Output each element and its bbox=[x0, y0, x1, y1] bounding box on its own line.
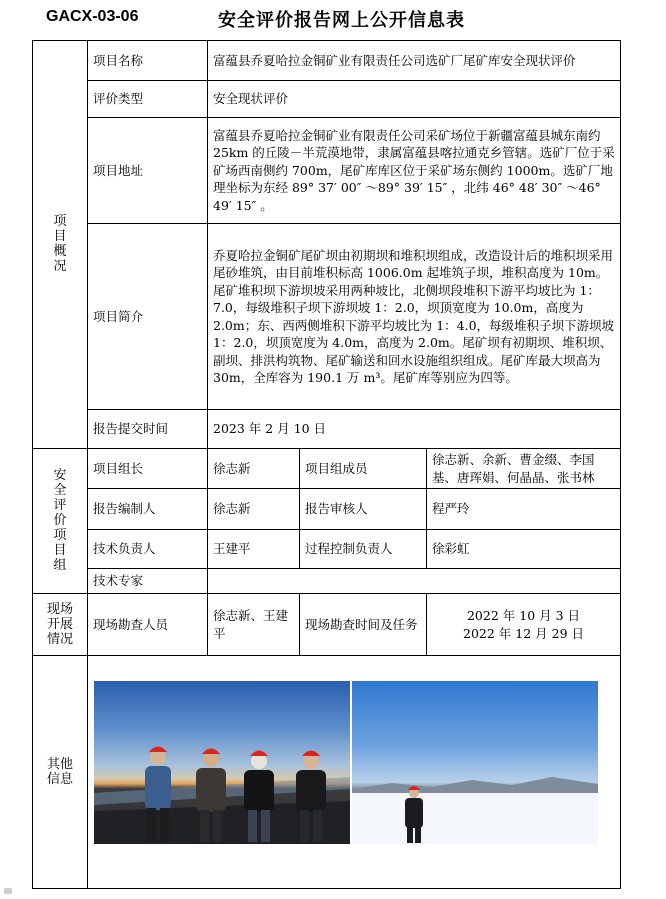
author-label: 报告编制人 bbox=[88, 489, 208, 530]
section-site bbox=[33, 594, 88, 656]
process-ctrl-value: 徐彩虹 bbox=[427, 530, 621, 569]
section-other-label: 其他信息 bbox=[46, 756, 73, 787]
reviewer-label: 报告审核人 bbox=[300, 489, 427, 530]
survey-time-value bbox=[427, 594, 621, 656]
expert-value bbox=[208, 569, 621, 594]
expert-label: 技术专家 bbox=[88, 569, 208, 594]
members-label: 项目组成员 bbox=[300, 449, 427, 489]
form-code: GACX-03-06 bbox=[46, 8, 139, 25]
section-other bbox=[33, 656, 88, 889]
reviewer-value: 程严玲 bbox=[427, 489, 621, 530]
site-photo-snowfield bbox=[352, 681, 598, 844]
author-value: 徐志新 bbox=[208, 489, 300, 530]
section-site-label: 现场开展情况 bbox=[46, 601, 73, 647]
leader-label: 项目组长 bbox=[88, 449, 208, 489]
page-title: 安全评价报告网上公开信息表 bbox=[218, 10, 465, 31]
eval-type-label: 评价类型 bbox=[88, 81, 208, 118]
survey-time-label: 现场勘查时间及任务 bbox=[300, 594, 427, 656]
intro-label: 项目简介 bbox=[88, 224, 208, 410]
section-team-label: 安全评价项目组 bbox=[53, 468, 67, 574]
project-name-value: 富蕴县乔夏哈拉金铜矿业有限责任公司选矿厂尾矿库安全现状评价 bbox=[208, 41, 621, 81]
section-team bbox=[33, 449, 88, 594]
section-overview bbox=[33, 41, 88, 449]
members-value: 徐志新、余新、曹金缀、李国基、唐珲娟、何晶晶、张书林 bbox=[427, 449, 621, 489]
site-photo-group bbox=[94, 681, 350, 844]
intro-value: 乔夏哈拉金铜矿尾矿坝由初期坝和堆积坝组成，改造设计后的堆积坝采用尾砂堆筑，由目前堆积标高 1006.0m 起堆筑子坝，堆积高度为 10m。尾矿堆积坝下游坝坡采用两种坡比，北侧坝段堆积下游平均坡比为 1：7.0，每级堆积子坝下游坝坡 1：2.0，坝顶宽度为 10.0m，高度为 2.0m；东、西两侧堆积下游平均坡比为 1：4.0，每级堆积子坝下游坝坡 1：2.0，坝顶宽度为 4.0m，高度为 2.0m。尾矿坝有初期坝、堆积坝、副坝、排洪构筑物、尾矿输送和回水设施组织组成。尾矿库最大坝高为 30m，全库容为 190.1 万 m³。尾矿库等别应为四等。 bbox=[208, 224, 621, 410]
survey-time-1: 2022 年 10 月 3 日 bbox=[466, 608, 581, 623]
leader-value: 徐志新 bbox=[208, 449, 300, 489]
survey-time-2: 2022 年 12 月 29 日 bbox=[463, 625, 584, 641]
process-ctrl-label: 过程控制负责人 bbox=[300, 530, 427, 569]
address-label: 项目地址 bbox=[88, 118, 208, 224]
tech-lead-value: 王建平 bbox=[208, 530, 300, 569]
page-corner-mark bbox=[4, 888, 12, 894]
survey-staff-value: 徐志新、王建平 bbox=[208, 594, 300, 656]
submit-time-value: 2023 年 2 月 10 日 bbox=[208, 410, 621, 449]
project-name-label: 项目名称 bbox=[88, 41, 208, 81]
submit-time-label: 报告提交时间 bbox=[88, 410, 208, 449]
address-value: 富蕴县乔夏哈拉金铜矿业有限责任公司采矿场位于新疆富蕴县城东南约 25km 的丘陵－半荒漠地带，隶属富蕴县喀拉通克乡管辖。选矿厂位于采矿场西南侧约 700m，尾矿库库区位于采矿场东侧约 1000m。选矿厂地理坐标为东经 89° 37′ 00″ ～89° 39′ 15″ ，北纬 46° 48′ 30″ ～46° 49′ 15″ 。 bbox=[208, 118, 621, 224]
tech-lead-label: 技术负责人 bbox=[88, 530, 208, 569]
eval-type-value: 安全现状评价 bbox=[208, 81, 621, 118]
survey-staff-label: 现场勘查人员 bbox=[88, 594, 208, 656]
section-overview-label: 项目概况 bbox=[53, 214, 67, 275]
